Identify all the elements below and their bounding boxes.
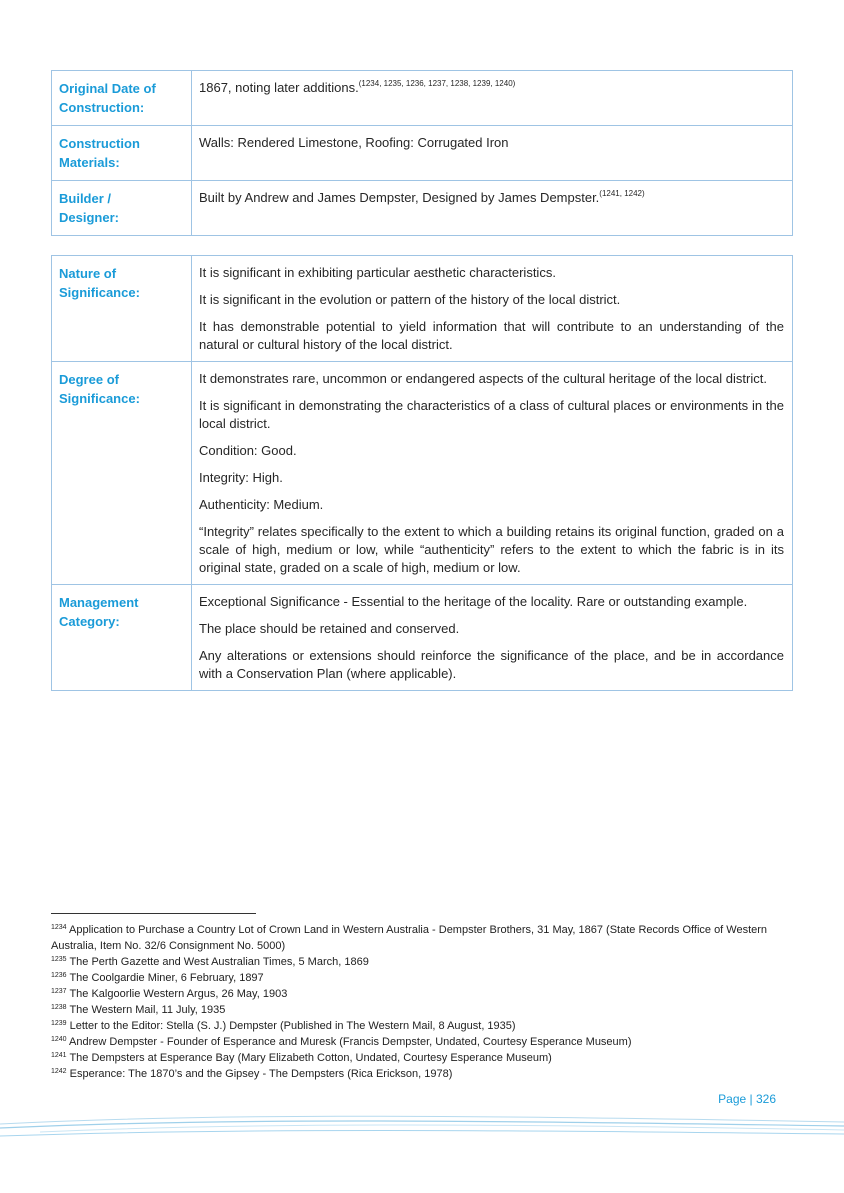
construction-details-table bbox=[51, 70, 793, 236]
footnote-divider bbox=[51, 913, 256, 914]
paragraph: Any alterations or extensions should reinforce the significance of the place, and be in accordance with a Conservation Plan (where applicable). bbox=[199, 648, 784, 681]
paragraph: It demonstrates rare, uncommon or endangered aspects of the cultural heritage of the local district. bbox=[199, 371, 767, 386]
paragraph: It has demonstrable potential to yield information that will contribute to an understanding of the natural or cultural history of the local district. bbox=[199, 319, 784, 352]
footnote: $^{1234}$ Application to Purchase a Country Lot of Crown Land in Western Australia - Dempster Brothers, 31 May, 1867 (State Records Office of Western Australia, Item No. 32/6 Consignment No. 5000) bbox=[51, 924, 768, 952]
table-row bbox=[52, 362, 793, 585]
footnote-ref: (1241, 1242) bbox=[599, 189, 645, 198]
table-row bbox=[52, 181, 793, 236]
footnote: $^{1235}$ The Perth Gazette and West Australian Times, 5 March, 1869 bbox=[51, 956, 369, 968]
row-value: 1867, noting later additions.$^{(1234, 1235, 1236, 1237, 1238, 1239, 1240)}$ bbox=[192, 71, 793, 126]
table-row bbox=[52, 71, 793, 126]
page-number: Page | 326 bbox=[718, 1092, 776, 1106]
footnote: $^{1236}$ The Coolgardie Miner, 6 February, 1897 bbox=[51, 972, 264, 984]
footnote: $^{1241}$ The Dempsters at Esperance Bay (Mary Elizabeth Cotton, Undated, Courtesy Esperance Museum) bbox=[51, 1052, 552, 1064]
row-label: Construction Materials: bbox=[52, 126, 192, 181]
footnote: $^{1242}$ Esperance: The 1870’s and the Gipsey - The Dempsters (Rica Erickson, 1978) bbox=[51, 1068, 453, 1080]
footnote: $^{1240}$ Andrew Dempster - Founder of Esperance and Muresk (Francis Dempster, Undated, Courtesy Esperance Museum) bbox=[51, 1036, 632, 1048]
paragraph: Integrity: High. bbox=[199, 470, 283, 485]
paragraph: It is significant in exhibiting particular aesthetic characteristics. bbox=[199, 265, 556, 280]
row-value bbox=[192, 362, 793, 585]
row-label: Degree of Significance: bbox=[52, 362, 192, 585]
paragraph: “Integrity” relates specifically to the extent to which a building retains its original function, graded on a scale of high, medium or low, while “authenticity” refers to the extent to which the fabric is in its original state, graded on a scale of high, medium or low. bbox=[199, 524, 784, 575]
row-value: Built by Andrew and James Dempster, Designed by James Dempster.$^{(1241, 1242)}$ bbox=[192, 181, 793, 236]
paragraph: Condition: Good. bbox=[199, 443, 297, 458]
table-row bbox=[52, 256, 793, 362]
row-label: Management Category: bbox=[52, 585, 192, 691]
paragraph: It is significant in the evolution or pattern of the history of the local district. bbox=[199, 292, 621, 307]
significance-table bbox=[51, 255, 793, 691]
paragraph: The place should be retained and conserved. bbox=[199, 621, 460, 636]
paragraph: Authenticity: Medium. bbox=[199, 497, 324, 512]
row-value bbox=[192, 585, 793, 691]
row-label: Nature of Significance: bbox=[52, 256, 192, 362]
footnote-ref: (1234, 1235, 1236, 1237, 1238, 1239, 1240) bbox=[358, 79, 516, 88]
table-row bbox=[52, 585, 793, 691]
row-label: Original Date of Construction: bbox=[52, 71, 192, 126]
row-label: Builder / Designer: bbox=[52, 181, 192, 236]
paragraph: It is significant in demonstrating the characteristics of a class of cultural places or environments in the local district. bbox=[199, 398, 784, 431]
table-row bbox=[52, 126, 793, 181]
footnote: $^{1238}$ The Western Mail, 11 July, 1935 bbox=[51, 1004, 226, 1016]
decorative-wave-lines bbox=[0, 1110, 844, 1150]
row-value: Walls: Rendered Limestone, Roofing: Corrugated Iron bbox=[192, 126, 793, 181]
footnote: $^{1237}$ The Kalgoorlie Western Argus, 26 May, 1903 bbox=[51, 988, 288, 1000]
footnotes bbox=[51, 922, 791, 1082]
row-value bbox=[192, 256, 793, 362]
footnote: $^{1239}$ Letter to the Editor: Stella (S. J.) Dempster (Published in The Western Mail, 8 August, 1935) bbox=[51, 1020, 516, 1032]
paragraph: Exceptional Significance - Essential to the heritage of the locality. Rare or outstanding example. bbox=[199, 594, 748, 609]
